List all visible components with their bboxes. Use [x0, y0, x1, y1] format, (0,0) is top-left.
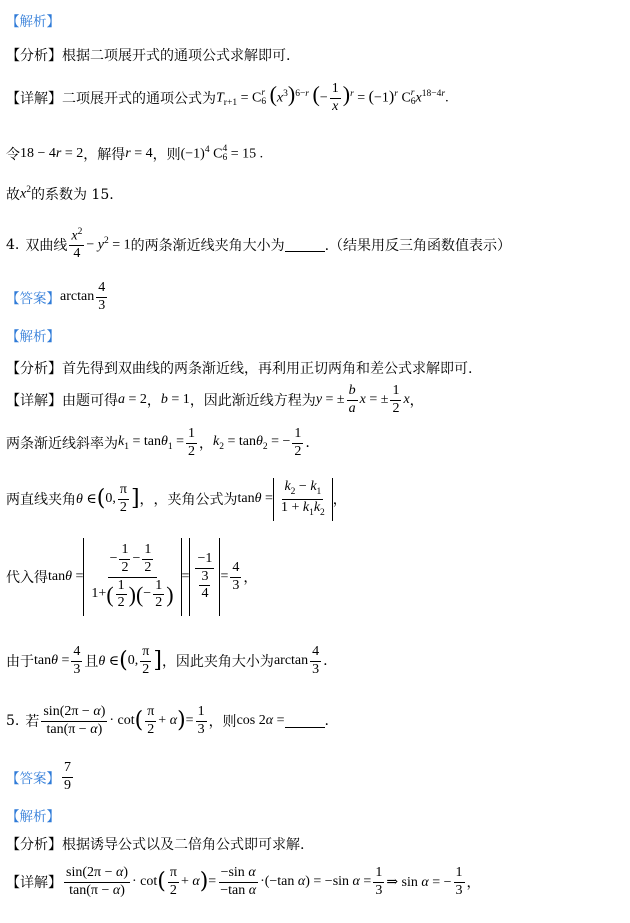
- q5-jiexi-label: 【解析】: [6, 809, 60, 825]
- q4-fenxi: 【分析】 首先得到双曲线的两条渐近线，再利用正切两角和差公式求解即可.: [6, 361, 473, 377]
- q3-fenxi: 【分析】 根据二项展开式的通项公式求解即可.: [6, 48, 291, 64]
- q5-fenxi: 【分析】 根据诱导公式以及二倍角公式即可求解.: [6, 837, 305, 853]
- q4-detail-1: 【详解】 由题可得 a = 2 ， b = 1 ，因此渐近线方程为 y = ± $\frac{b}{a}$ x = ± $\frac{1}{2}$ x ，: [6, 383, 424, 416]
- q3-jiexi-label: 【解析】: [6, 14, 60, 30]
- formula: $T_{r+1} = C$ r 6 $(x^3)^{6-r}$ (− $\frac{1}{x}$ )$^r = (-1)^r$ C r 6 $x^{18-4r}$.: [216, 81, 449, 114]
- q4-detail-5: 由于 tanθ = $\frac{4}{3}$ 且 θ ∈ ( 0, $\frac{\pi}{2}$ ] ，因此夹角大小为 arctan $\frac{4}{3}$ .: [6, 644, 328, 677]
- q4-detail-4: 代入得 tanθ = − $\frac{1}{2}$ − $\frac{1}{2}$ 1+ ( $\frac{1}{2}$ )( − $\frac{1}{2}$ ) = $\frac{-1}{\frac{3}{4}}$ = $\frac{4}{3}$ ，: [6, 538, 257, 616]
- q5-detail: 【详解】 $\frac{\sin(2\pi - \alpha)}{\tan(\pi - \alpha)}$ · cot ( $\frac{\pi}{2}$ + α ) = $\frac{\text{−sin α}}{\text{−tan α}}$ ·(−tan α) = −sin α = $\frac{1}{3}$ ⇒ sin α = − $\frac{1}{3}$ ，: [6, 865, 481, 898]
- q3-conclusion: 故 $x^2$ 的系数为 15.: [6, 185, 114, 203]
- answer-blank: [285, 715, 325, 728]
- q4-detail-3: 两直线夹角 θ ∈ ( 0, $\frac{\pi}{2}$ ] ， ，夹角公式为 tanθ = $\frac{k_2 - k_1}{1 + k_1k_2}$ ，: [6, 478, 347, 521]
- q3-detail-formula: 【详解】 二项展开式的通项公式为 $T_{r+1} = C$ r 6 $(x^3)^{6-r}$ (− $\frac{1}{x}$ )$^r = (-1)^r$ C r 6 $x^{18-4r}$.: [6, 81, 449, 114]
- answer-blank: [285, 239, 325, 252]
- q4-detail-2: 两条渐近线斜率为 $k_1 = \tan\theta_1$ = $\frac{1}{2}$ ， $k_2 = \tan\theta_2$ = − $\frac{1}{2}$ .: [6, 426, 310, 459]
- q4-answer: 【答案】 arctan $\frac{4}{3}$: [6, 280, 106, 313]
- q3-detail-solve: 令 18 − 4r = 2 ，解得 r = 4 ，则 $(-1)^4$ C 4 6 = 15 .: [6, 143, 264, 163]
- q5-stem: 5. 若 $\frac{\sin(2\pi - \alpha)}{\tan(\pi - \alpha)}$ · cot ( $\frac{\pi}{2}$ + α ) = $\frac{1}{3}$ ，则 cos 2α = .: [6, 704, 329, 737]
- q5-answer: 【答案】 $\frac{7}{9}$: [6, 760, 71, 793]
- q4-stem: 4. 双曲线 $\frac{x^2}{4}$ − $y^2 = 1$ 的两条渐近线夹角大小为 .（结果用反三角函数值表示）: [6, 227, 512, 262]
- q4-jiexi-label: 【解析】: [6, 329, 60, 345]
